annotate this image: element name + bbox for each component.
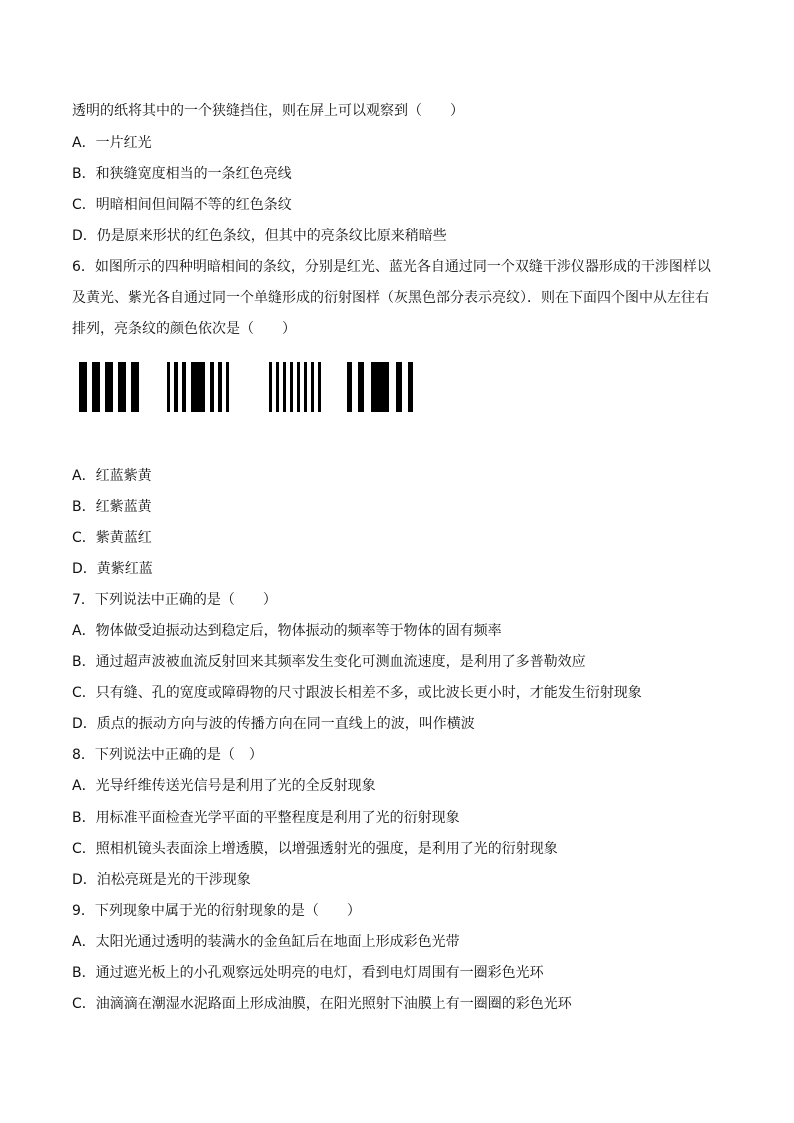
q7-stem: 7．下列说法中正确的是（ ） [72, 592, 277, 608]
stripe-pattern-1 [79, 362, 141, 412]
q7-option-c: C．只有缝、孔的宽度或障碍物的尺寸跟波长相差不多，或比波长更小时，才能发生衍射现象 [72, 685, 642, 701]
q7-option-a: A．物体做受迫振动达到稳定后，物体振动的频率等于物体的固有频率 [72, 623, 502, 639]
q7-option-b: B．通过超声波被血流反射回来其频率发生变化可测血流速度，是利用了多普勒效应 [72, 654, 586, 670]
q8-option-d: D．泊松亮斑是光的干涉现象 [72, 872, 251, 888]
q6-stem-line-1: 6．如图所示的四种明暗相间的条纹，分别是红光、蓝光各自通过同一个双缝干涉仪器形成的干涉图样以 [72, 259, 711, 275]
q5-option-c: C．明暗相间但间隔不等的红色条纹 [72, 197, 292, 213]
q9-option-c: C．油滴滴在潮湿水泥路面上形成油膜，在阳光照射下油膜上有一圈圈的彩色光环 [72, 996, 572, 1012]
q9-option-a: A．太阳光通过透明的装满水的金鱼缸后在地面上形成彩色光带 [72, 934, 460, 950]
stripe-pattern-4 [347, 362, 427, 412]
q7-option-d: D．质点的振动方向与波的传播方向在同一直线上的波，叫作横波 [72, 716, 475, 732]
q6-stem-line-2: 及黄光、紫光各自通过同一个单缝形成的衍射图样（灰黑色部分表示亮纹）．则在下面四个图中从左往右 [72, 290, 709, 306]
q5-option-a: A．一片红光 [72, 135, 152, 151]
q6-stem-line-3: 排列，亮条纹的颜色依次是（ ） [72, 321, 296, 337]
q6-option-a: A．红蓝紫黄 [72, 468, 152, 484]
q5-option-b: B．和狭缝宽度相当的一条红色亮线 [72, 166, 292, 182]
q8-option-c: C．照相机镜头表面涂上增透膜，以增强透射光的强度，是利用了光的衍射现象 [72, 841, 558, 857]
q8-option-a: A．光导纤维传送光信号是利用了光的全反射现象 [72, 778, 376, 794]
q8-option-b: B．用标准平面检查光学平面的平整程度是利用了光的衍射现象 [72, 810, 460, 826]
q9-option-b: B．通过遮光板上的小孔观察远处明亮的电灯，看到电灯周围有一圈彩色光环 [72, 965, 544, 981]
q5-stem-end: 透明的纸将其中的一个狭缝挡住，则在屏上可以观察到（ ） [72, 103, 464, 119]
q6-option-c: C．紫黄蓝红 [72, 530, 152, 546]
q6-option-b: B．红紫蓝黄 [72, 499, 152, 515]
stripe-pattern-2 [167, 362, 239, 412]
stripe-pattern-3 [269, 362, 325, 412]
q8-stem: 8．下列说法中正确的是（ ） [72, 747, 263, 763]
stripe-figures [79, 362, 439, 412]
q9-stem: 9．下列现象中属于光的衍射现象的是（ ） [72, 903, 361, 919]
q5-option-d: D．仍是原来形状的红色条纹，但其中的亮条纹比原来稍暗些 [72, 228, 447, 244]
q6-option-d: D．黄紫红蓝 [72, 561, 153, 577]
